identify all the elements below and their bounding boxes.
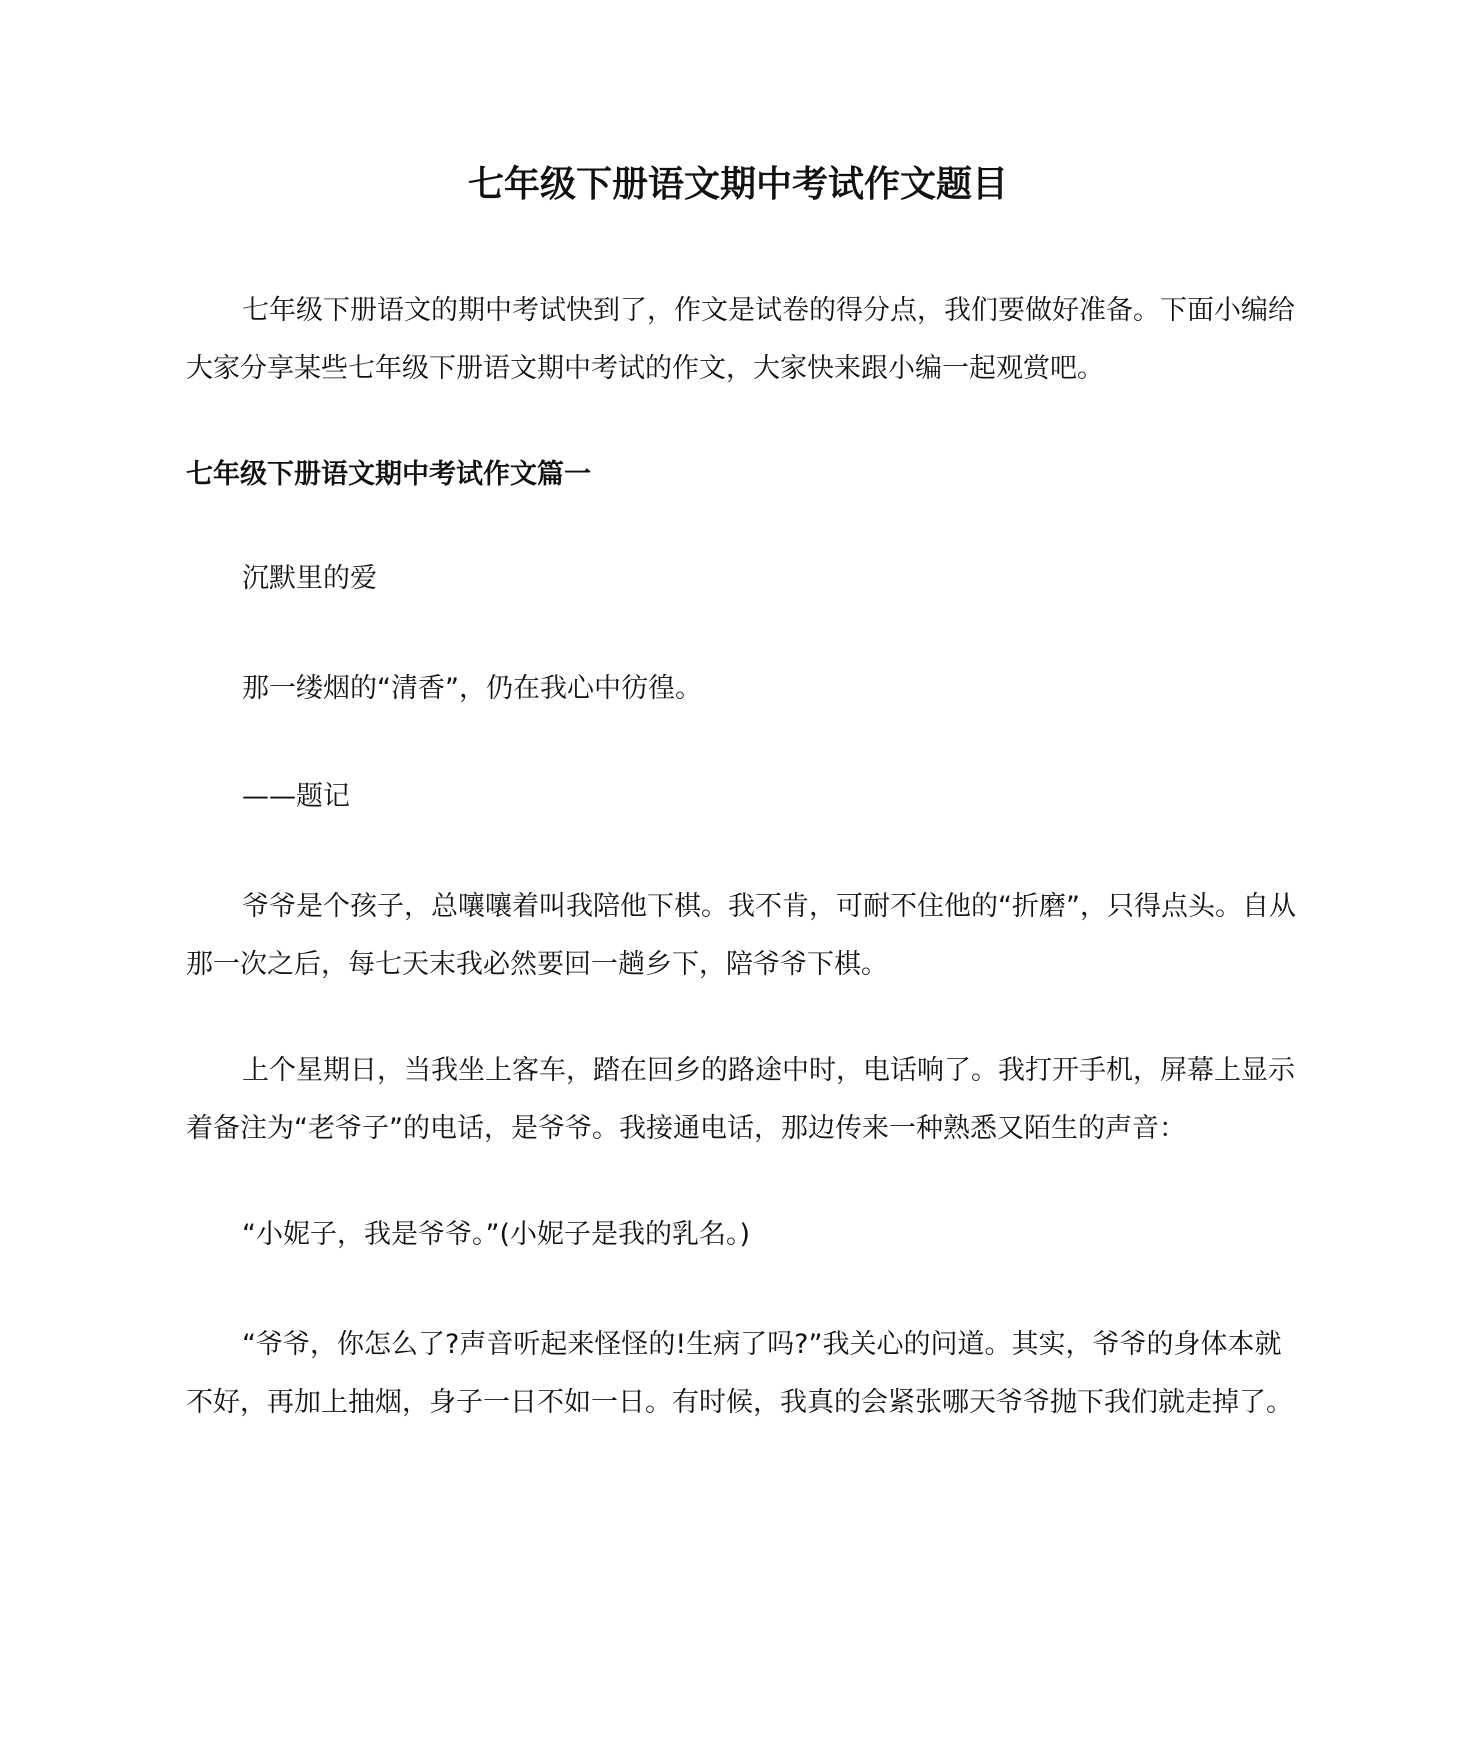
epigraph-attribution: ——题记	[242, 781, 350, 812]
essay-paragraph: “小妮子，我是爷爷。”(小妮子是我的乳名。)	[242, 1219, 751, 1250]
essay-paragraph: “爷爷，你怎么了?声音听起来怪怪的!生病了吗?”我关心的问道。其实，爷爷的身体本就不好，再加上抽烟，身子一日不如一日。有时候，我真的会紧张哪天爷爷抛下我们就走掉了。	[186, 1329, 1293, 1418]
essay-title: 沉默里的爱	[242, 563, 377, 594]
intro-paragraph: 七年级下册语文的期中考试快到了，作文是试卷的得分点，我们要做好准备。下面小编给大家分享某些七年级下册语文期中考试的作文，大家快来跟小编一起观赏吧。	[186, 295, 1295, 384]
epigraph: 那一缕烟的“清香”，仍在我心中彷徨。	[242, 673, 702, 704]
essay-paragraph: 爷爷是个孩子，总嚷嚷着叫我陪他下棋。我不肯，可耐不住他的“折磨”，只得点头。自从那一次之后，每七天末我必然要回一趟乡下，陪爷爷下棋。	[186, 891, 1296, 980]
section-heading: 七年级下册语文期中考试作文篇一	[186, 459, 591, 490]
document-title: 七年级下册语文期中考试作文题目	[467, 164, 1008, 205]
essay-paragraph: 上个星期日，当我坐上客车，踏在回乡的路途中时，电话响了。我打开手机，屏幕上显示着备注为“老爷子”的电话，是爷爷。我接通电话，那边传来一种熟悉又陌生的声音：	[186, 1055, 1295, 1144]
